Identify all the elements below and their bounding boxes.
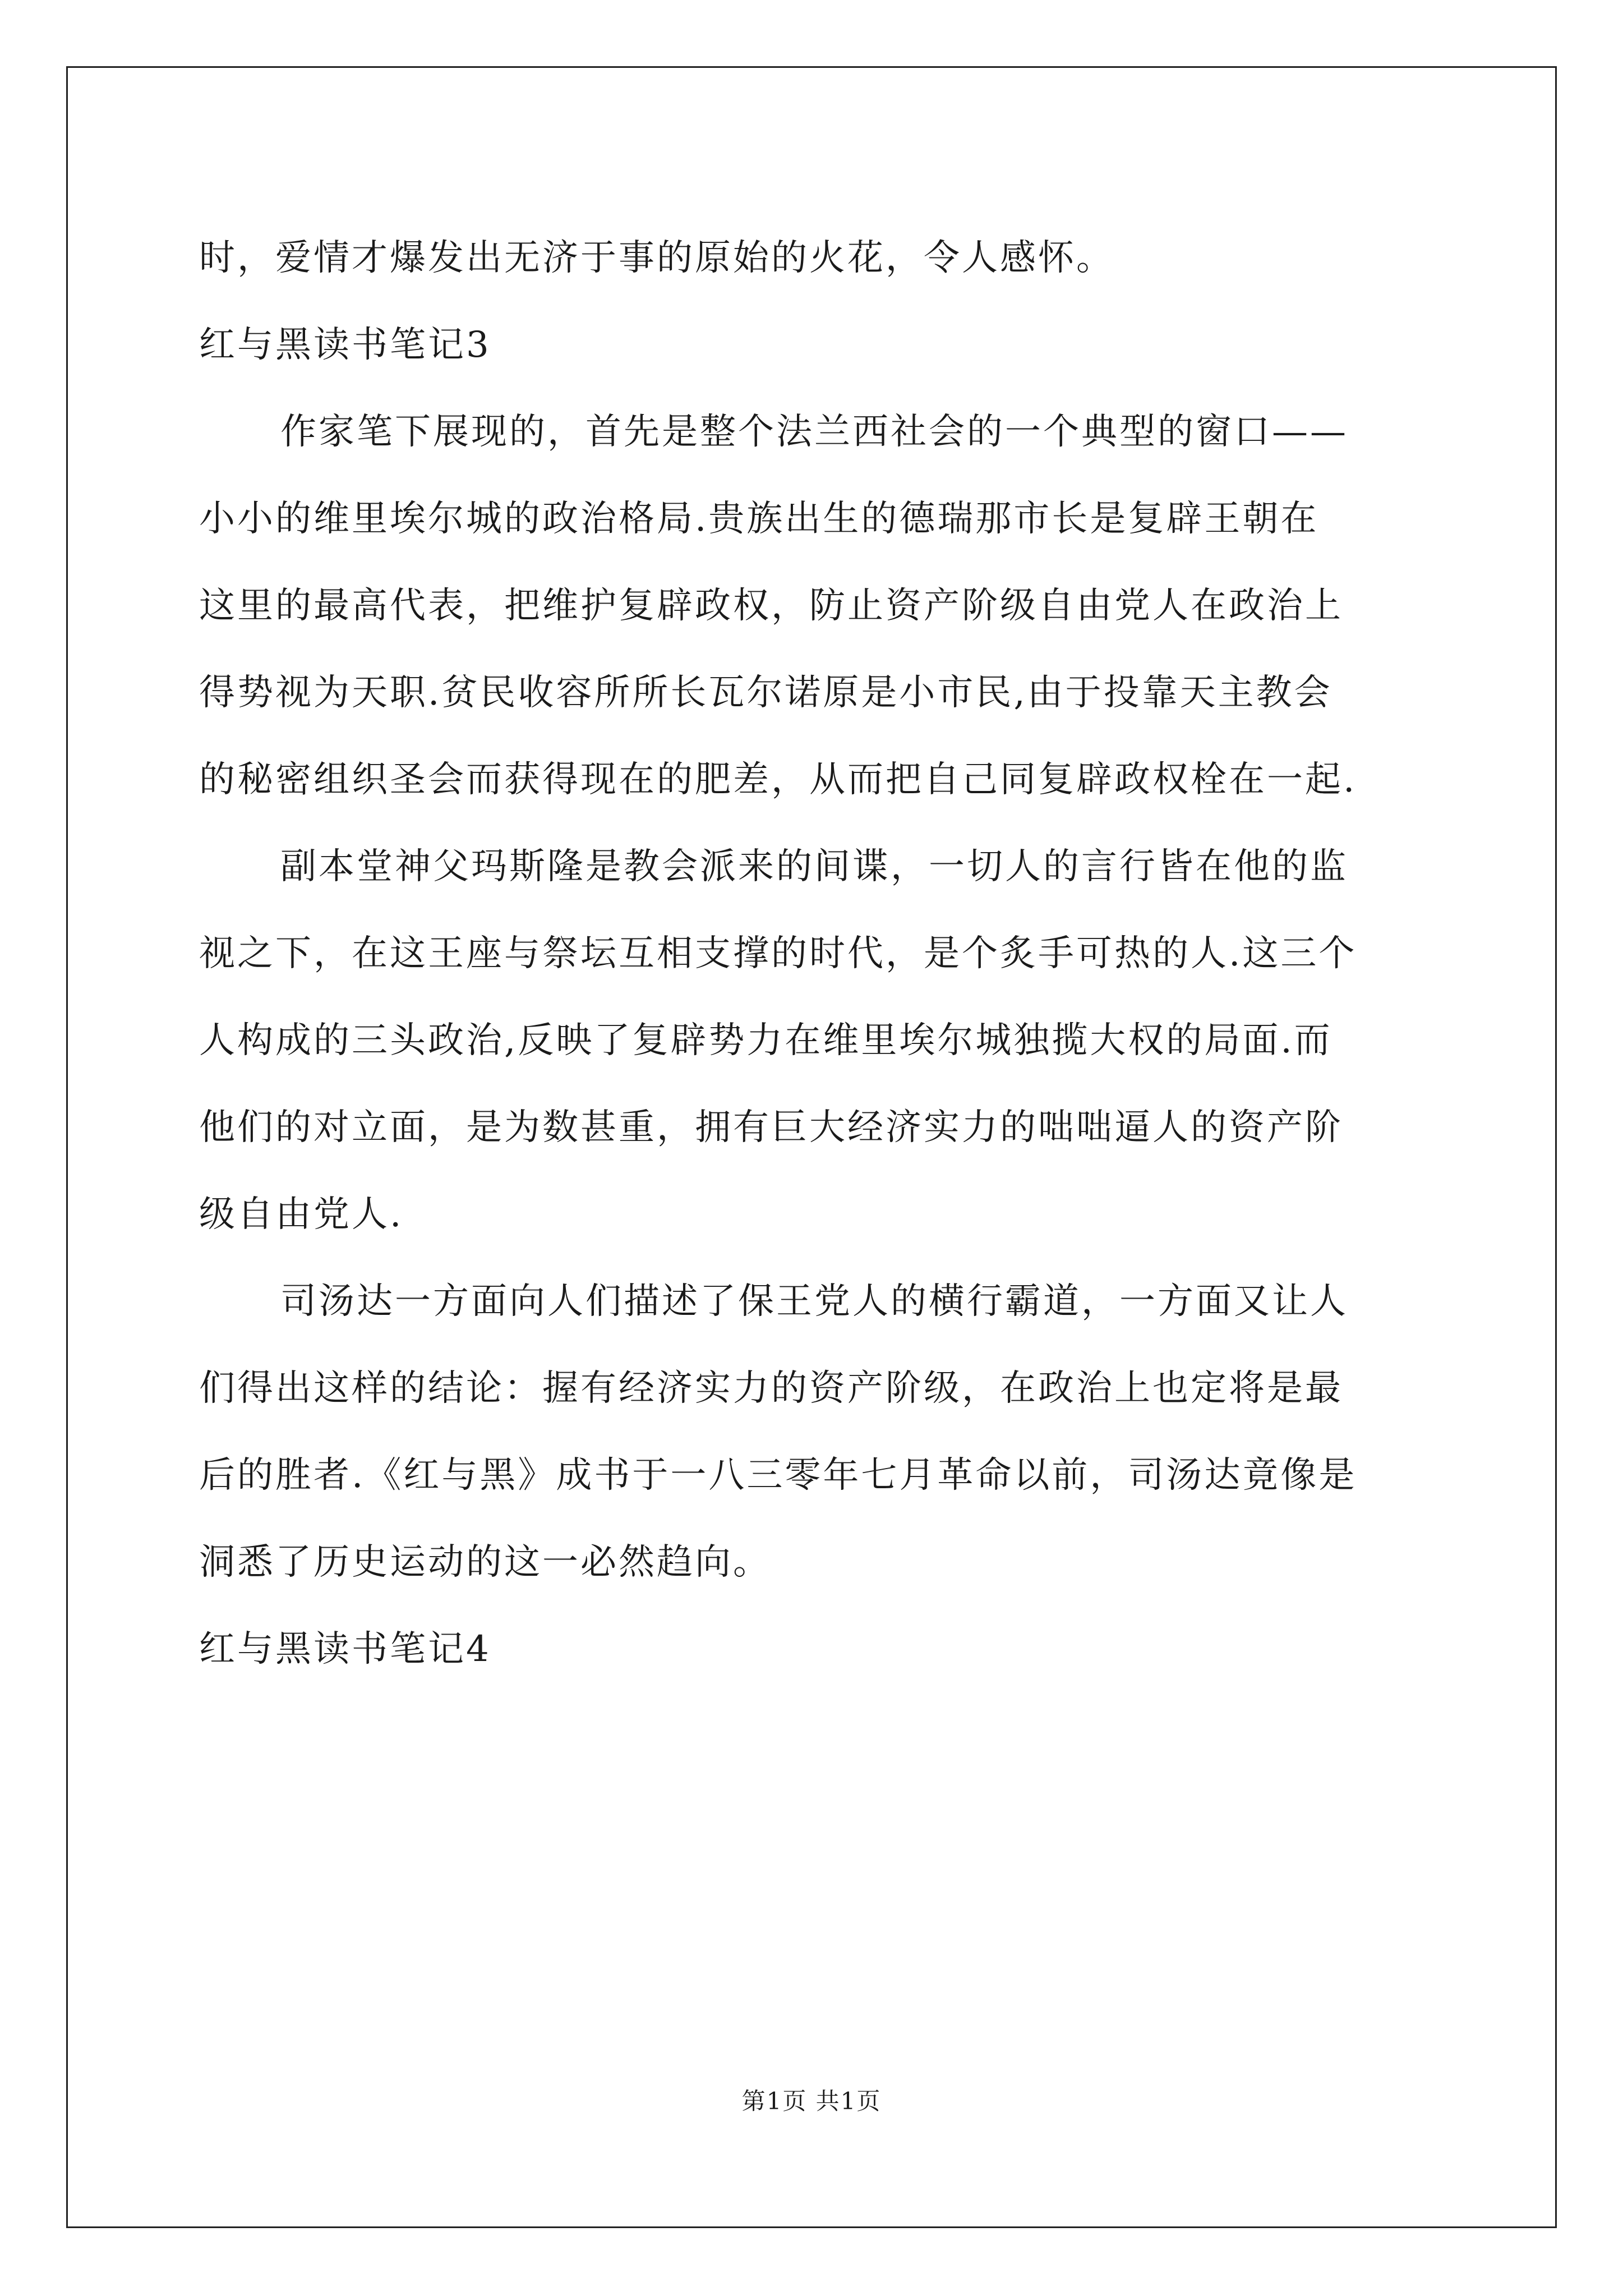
paragraph-line: 他们的对立面，是为数甚重，拥有巨大经济实力的咄咄逼人的资产阶 [199, 1107, 1343, 1148]
section-4-heading: 红与黑读书笔记4 [199, 1628, 491, 1670]
paragraph-line: 这里的最高代表，把维护复辟政权，防止资产阶级自由党人在政治上 [199, 585, 1343, 627]
page-number-footer: 第1页 共1页 [741, 2087, 882, 2115]
paragraph-line: 洞悉了历史运动的这一必然趋向。 [199, 1542, 771, 1583]
section-3-heading: 红与黑读书笔记3 [199, 324, 491, 366]
paragraph-line: 作家笔下展现的，首先是整个法兰西社会的一个典型的窗口—— [280, 411, 1348, 453]
paragraph-line: 司汤达一方面向人们描述了保王党人的横行霸道，一方面又让人 [280, 1281, 1348, 1322]
paragraph-line: 后的胜者.《红与黑》成书于一八三零年七月革命以前，司汤达竟像是 [199, 1455, 1357, 1496]
paragraph-line: 副本堂神父玛斯隆是教会派来的间谍，一切人的言行皆在他的监 [280, 846, 1348, 887]
paragraph-line: 们得出这样的结论：握有经济实力的资产阶级，在政治上也定将是最 [199, 1368, 1343, 1409]
continuation-text: 时，爱情才爆发出无济于事的原始的火花，令人感怀。 [199, 237, 1114, 279]
paragraph-line: 人构成的三头政治,反映了复辟势力在维里埃尔城独揽大权的局面.而 [199, 1020, 1332, 1061]
paragraph-line: 的秘密组织圣会而获得现在的肥差，从而把自己同复辟政权栓在一起. [199, 759, 1357, 800]
paragraph-line: 视之下，在这王座与祭坛互相支撑的时代，是个炙手可热的人.这三个 [199, 933, 1357, 974]
paragraph-line: 小小的维里埃尔城的政治格局.贵族出生的德瑞那市长是复辟王朝在 [199, 498, 1319, 540]
paragraph-line: 级自由党人. [199, 1194, 404, 1235]
paragraph-line: 得势视为天职.贫民收容所所长瓦尔诺原是小市民,由于投靠天主教会 [199, 672, 1332, 714]
